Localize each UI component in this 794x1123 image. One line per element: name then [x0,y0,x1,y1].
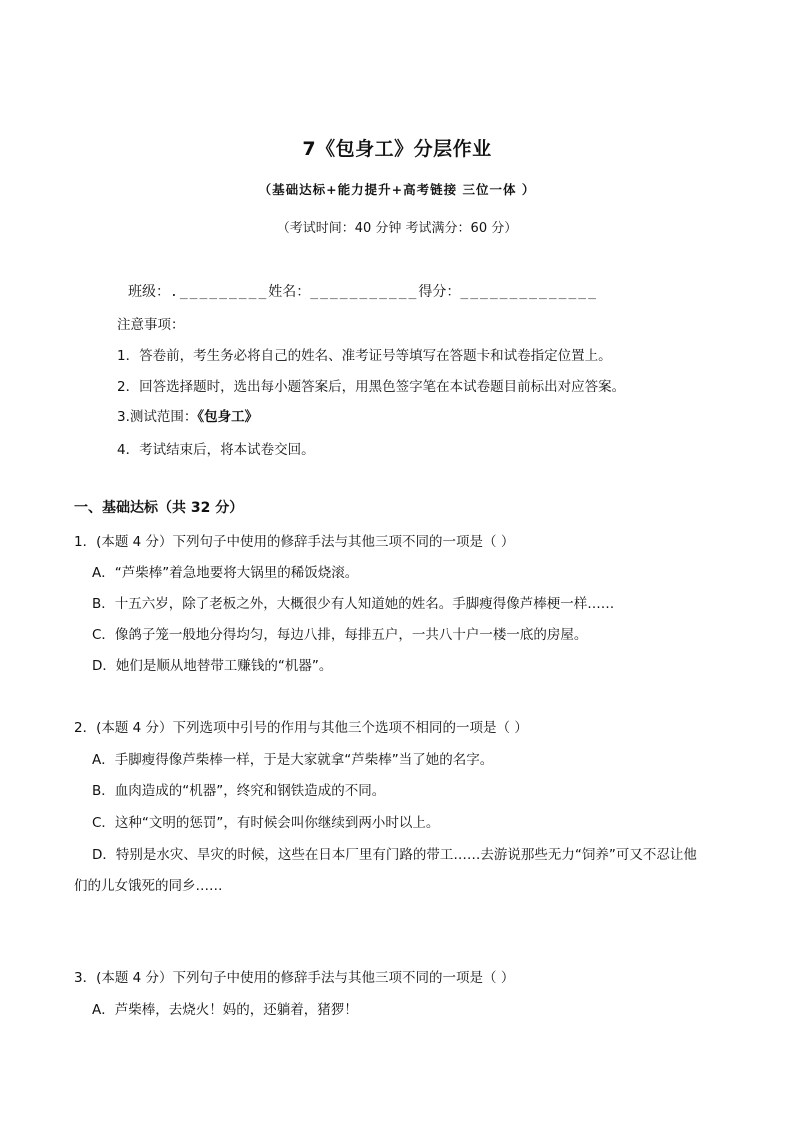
question-option[interactable]: B．十五六岁，除了老板之外，大概很少有人知道她的姓名。手脚瘦得像芦棒梗一样…… [92,596,615,612]
note-item-1: 1．答卷前，考生务必将自己的姓名、准考证号等填写在答题卡和试卷指定位置上。 [117,348,612,364]
question-option[interactable]: C．这种“文明的惩罚”，有时候会叫你继续到两小时以上。 [92,815,440,831]
student-info-line [128,281,598,301]
question-option[interactable]: A．手脚瘦得像芦柴棒一样，于是大家就拿“芦柴棒”当了她的名字。 [92,752,494,768]
exam-info: （考试时间：40 分钟 考试满分：60 分） [276,221,518,236]
question-option[interactable]: A．芦柴棒，去烧火！妈的，还躺着，猪猡！ [92,1002,358,1018]
question-stem: 1．(本题 4 分）下列句子中使用的修辞手法与其他三项不同的一项是（ ） [74,534,515,550]
note-item-4: 4．考试结束后，将本试卷交回。 [117,442,315,458]
question-stem: 3．(本题 4 分）下列句子中使用的修辞手法与其他三项不同的一项是（ ） [74,970,515,986]
name-label: 姓名： [268,284,311,300]
notes-heading: 注意事项： [117,317,185,333]
name-blank[interactable]: ___________ [310,285,419,300]
note-item-3-prefix: 3.测试范围： [117,409,198,425]
question-option[interactable]: D．特别是水灾、旱灾的时候，这些在日本厂里有门路的带工……去游说那些无力“饲养”可又不忍让他 [92,847,697,863]
note-item-2: 2．回答选择题时，选出每小题答案后，用黑色签字笔在本试卷题目前标出对应答案。 [117,379,626,395]
class-label: 班级： [128,284,170,300]
page-subtitle: （基础达标+能力提升+高考链接 三位一体 ） [258,182,536,197]
score-label: 得分： [418,284,461,300]
note-item-3-value: 《包身工》 [197,409,259,425]
question-option[interactable]: C．像鸽子笼一般地分得均匀，每边八排，每排五户，一共八十户一楼一底的房屋。 [92,627,588,643]
note-item-3 [117,405,258,425]
question-option-continued: 们的儿女饿死的同乡…… [74,878,223,894]
section-heading: 一、基础达标（共 32 分） [74,500,244,516]
question-option[interactable]: B．血肉造成的“机器”，终究和钢铁造成的不同。 [92,783,386,799]
question-option[interactable]: A．“芦柴棒”着急地要将大锅里的稀饭烧滚。 [92,565,359,581]
page-title: 7《包身工》分层作业 [302,138,492,160]
question-stem: 2．(本题 4 分）下列选项中引号的作用与其他三个选项不相同的一项是（ ） [74,720,528,736]
score-blank[interactable]: ______________ [460,285,598,300]
question-option[interactable]: D．她们是顺从地替带工赚钱的“机器”。 [92,658,333,674]
class-blank[interactable]: ._________ [170,285,269,300]
